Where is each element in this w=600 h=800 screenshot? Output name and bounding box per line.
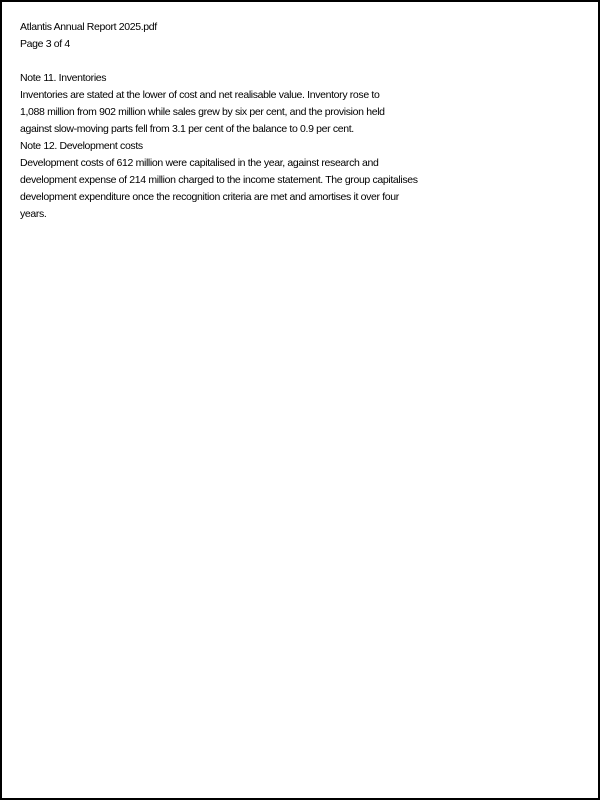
note-12-line-2: development expense of 214 million charged to the income statement. The group capitalises [20,174,418,186]
note-11-line-1: Inventories are stated at the lower of cost and net realisable value. Inventory rose to [20,89,380,101]
note-12-line-3: development expenditure once the recognition criteria are met and amortises it over four [20,191,399,203]
note-11-heading: Note 11. Inventories [20,72,107,84]
page-content [20,19,470,223]
page-indicator: Page 3 of 4 [20,38,70,50]
note-11-line-2: 1,088 million from 902 million while sales grew by six per cent, and the provision held [20,106,385,118]
note-11-line-3: against slow-moving parts fell from 3.1 per cent of the balance to 0.9 per cent. [20,123,354,135]
note-12-line-1: Development costs of 612 million were capitalised in the year, against research and [20,157,379,169]
document-filename: Atlantis Annual Report 2025.pdf [20,21,157,33]
note-12-line-4: years. [20,208,47,220]
spacer [20,53,470,70]
note-12-heading: Note 12. Development costs [20,140,143,152]
